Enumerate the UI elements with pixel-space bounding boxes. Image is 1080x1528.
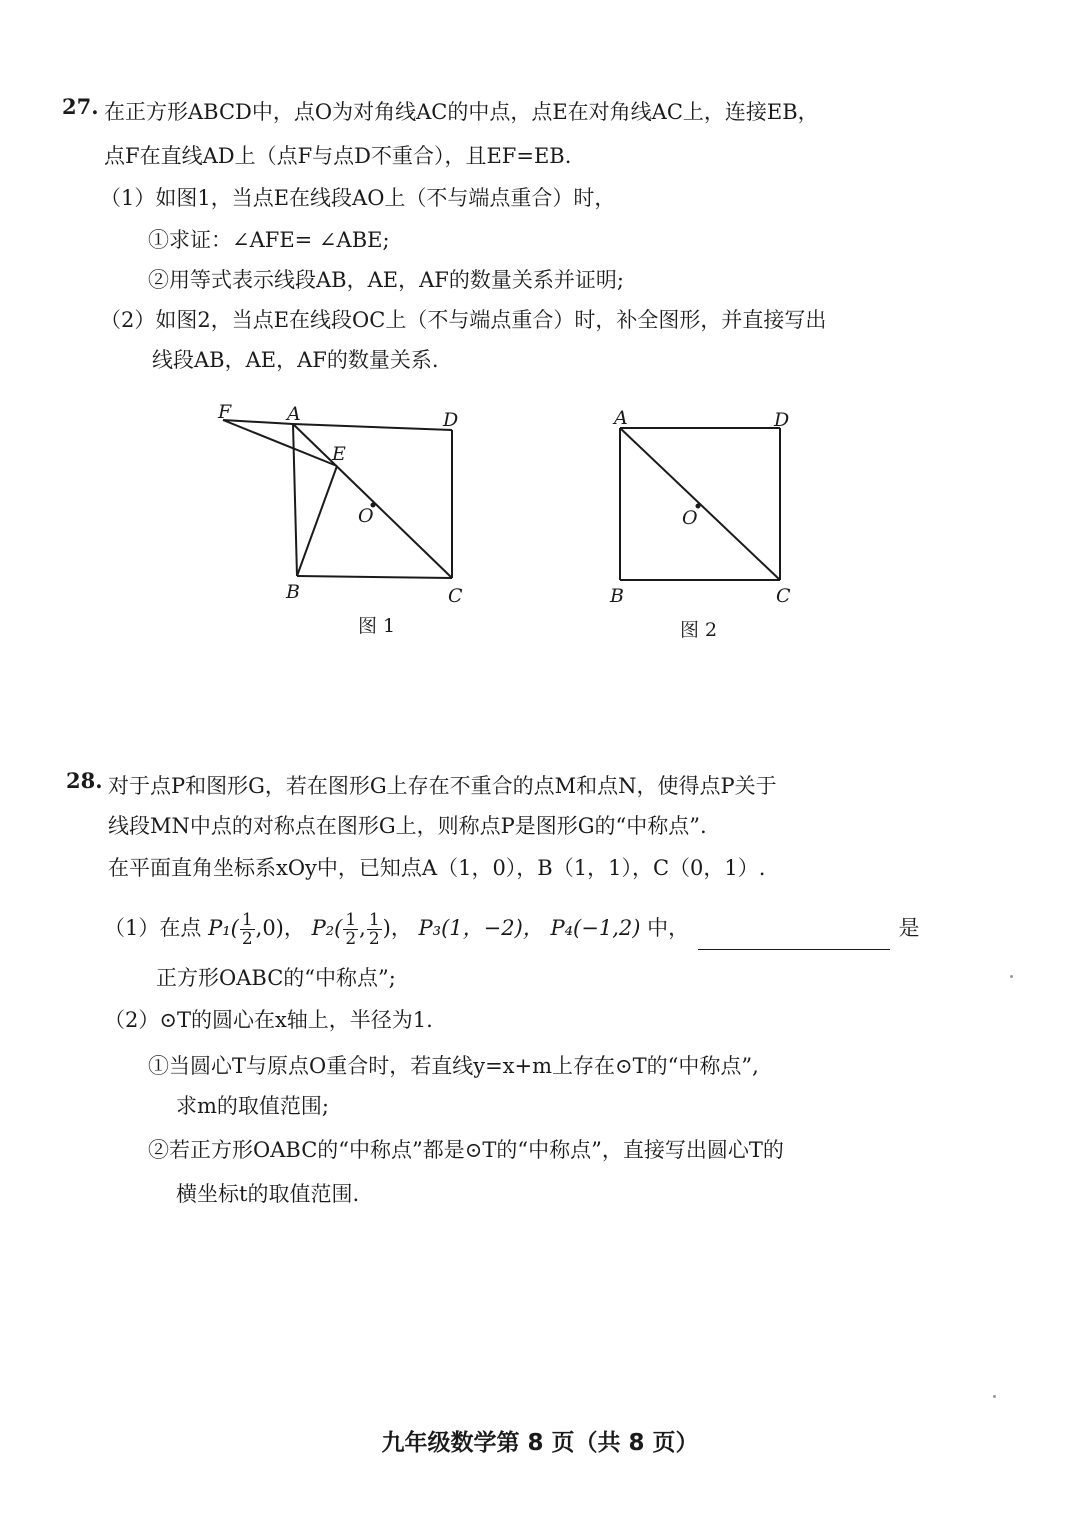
fig1-label-o: O [358, 505, 374, 527]
q28-part1-line2: 正方形OABC的“中称点”; [156, 966, 396, 990]
fig1-label-a: A [287, 403, 301, 425]
q28-part2-b-line1: ②若正方形OABC的“中称点”都是⊙T的“中称点”，直接写出圆心T的 [148, 1138, 784, 1162]
q28-part2-b-line2: 横坐标t的取值范围. [176, 1182, 360, 1206]
fig1-label-b: B [286, 581, 300, 603]
fig1-label-f: F [218, 401, 232, 423]
page-footer: 九年级数学第 8 页（共 8 页） [381, 1430, 699, 1456]
q28-stem-line2: 线段MN中点的对称点在图形G上，则称点P是图形G的“中称点”. [108, 814, 707, 838]
point-p1-label: P₁( [208, 916, 239, 940]
fig2-label-a: A [614, 407, 628, 429]
q27-part2-line2: 线段AB，AE，AF的数量关系. [152, 348, 439, 372]
figure-1 [200, 398, 490, 648]
q28-number: 28. [66, 768, 103, 793]
q27-part1: （1）如图1，当点E在线段AO上（不与端点重合）时， [100, 186, 616, 210]
q28-stem-line1: 对于点P和图形G，若在图形G上存在不重合的点M和点N，使得点P关于 [108, 774, 777, 798]
q28-part1-end: 是 [898, 916, 920, 940]
q28-part1-mid: 中， [647, 916, 690, 940]
point-p4-label: P₄(−1,2) [550, 916, 641, 940]
fig1-segment-fe [223, 420, 337, 466]
point-p2-label: P₂( [311, 916, 343, 940]
q27-part1-b: ②用等式表示线段AB，AE，AF的数量关系并证明; [148, 268, 624, 292]
q28-part2-a-line1: ①当圆心T与原点O重合时，若直线y=x+m上存在⊙T的“中称点”, [148, 1054, 759, 1078]
fig1-caption: 图 1 [358, 615, 396, 637]
q28-part2: （2）⊙T的圆心在x轴上，半径为1. [104, 1008, 433, 1032]
fig2-label-c: C [776, 585, 791, 607]
q27-part2: （2）如图2，当点E在线段OC上（不与端点重合）时，补全图形，并直接写出 [100, 308, 827, 332]
fig1-diagonal-ac [293, 424, 452, 578]
fig2-label-b: B [610, 585, 624, 607]
scan-speck [993, 1395, 996, 1398]
q27-stem-line1: 在正方形ABCD中，点O为对角线AC的中点，点E在对角线AC上，连接EB， [104, 100, 819, 124]
p1-x-fraction: $\frac{1}{2}$ [241, 910, 253, 949]
fig1-segment-eb [297, 466, 337, 576]
fig2-caption: 图 2 [680, 619, 718, 641]
fig1-segment-cb [297, 576, 452, 578]
fig1-label-c: C [448, 585, 463, 607]
fig1-segment-ad [293, 424, 452, 430]
fig1-label-d: D [443, 409, 459, 431]
figure-2 [600, 398, 820, 648]
q27-stem-line2: 点F在直线AD上（点F与点D不重合），且EF=EB. [104, 144, 572, 168]
fig2-diagonal-ac [620, 428, 780, 580]
q28-part2-a-line2: 求m的取值范围; [176, 1094, 329, 1118]
answer-blank[interactable] [698, 927, 890, 950]
q28-part1-prefix: （1）在点 [104, 916, 202, 940]
fig2-label-o: O [682, 507, 698, 529]
fig2-label-d: D [774, 409, 790, 431]
q28-part1-line1: （1）在点 P₁( $\frac{1}{2}$ ,0)， P₂( $\frac{1}{2}$ , $\frac{1}{2}$ )， P₃(1，−2)， P₄(−1,2) 中， 是 [104, 910, 920, 949]
fig1-segment-ba [293, 424, 297, 576]
p2-y-fraction: $\frac{1}{2}$ [368, 910, 380, 949]
p2-x-fraction: $\frac{1}{2}$ [345, 910, 357, 949]
q28-stem-line3: 在平面直角坐标系xOy中，已知点A（1，0），B（1，1），C（0，1）. [108, 856, 766, 880]
q27-part1-a: ①求证：∠AFE= ∠ABE; [148, 228, 390, 252]
scan-speck [1010, 975, 1013, 978]
fig1-label-e: E [332, 443, 346, 465]
q27-number: 27. [62, 94, 99, 119]
point-p3-label: P₃(1，−2)， [418, 916, 544, 940]
